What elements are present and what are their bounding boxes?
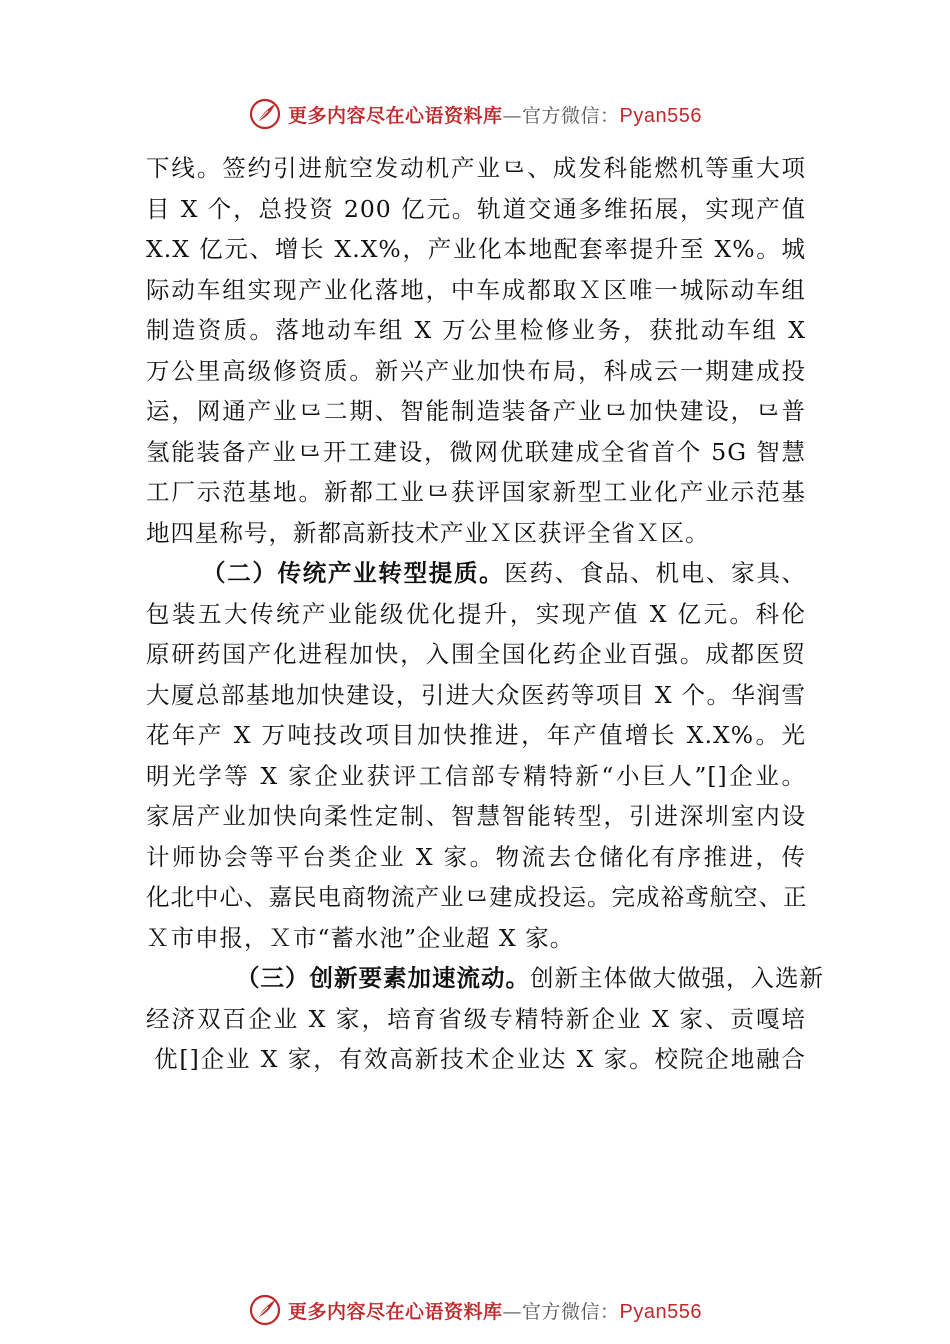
- line-text: 原研药国产化进程加快，入围全国化药企业百强。成都医贸: [146, 640, 806, 668]
- line-text: 家居产业加快向柔性定制、智慧智能转型，引进深圳室内设: [146, 802, 806, 830]
- paragraph-line: [146, 877, 806, 918]
- paragraph-line: [146, 756, 806, 797]
- watermark-wechat-id: Pyan556: [619, 1300, 702, 1323]
- line-text: 医药、食品、机电、家具、: [504, 559, 807, 587]
- line-text: 地四星称号，新都高新技术产业Ｘ区获评全省Ｘ区。: [146, 518, 710, 547]
- line-text: 明光学等 X 家企业获评工信部专精特新“小巨人”[]企业。: [146, 761, 806, 790]
- line-text: 工厂示范基地。新都工业⺋获评国家新型工业化产业示范基: [146, 478, 806, 506]
- line-text: 经济双百企业 X 家，培育省级专精特新企业 X 家、贡嘎培: [146, 1004, 806, 1033]
- paragraph-line: [146, 148, 806, 189]
- paragraph-line: [146, 634, 806, 675]
- paragraph-line: [146, 310, 806, 351]
- line-text: 优[]企业 X 家，有效高新技术企业达 X 家。校院企地融合: [154, 1045, 806, 1073]
- feather-pen-logo-icon: [248, 97, 282, 131]
- line-text: 运，网通产业⺋二期、智能制造装备产业⺋加快建设，⺋普: [146, 397, 806, 425]
- watermark-wechat-label: 官方微信：: [522, 104, 620, 127]
- paragraph-line: [146, 796, 806, 837]
- line-text: 化北中心、嘉民电商物流产业⺋建成投运。完成裕鸢航空、正: [146, 883, 808, 911]
- watermark-wechat-label: 官方微信：: [522, 1300, 620, 1323]
- paragraph-line: [146, 513, 806, 554]
- line-text: 目 X 个，总投资 200 亿元。轨道交通多维拓展，实现产值: [146, 194, 806, 223]
- line-text: 计师协会等平台类企业 X 家。物流去仓储化有序推进，传: [146, 842, 806, 871]
- watermark-dash: —: [502, 104, 523, 127]
- line-text: 大厦总部基地加快建设，引进大众医药等项目 X 个。华润雪: [146, 680, 806, 709]
- paragraph-line: [146, 351, 806, 392]
- paragraph-line: [146, 715, 806, 756]
- watermark-wechat-id: Pyan556: [619, 104, 702, 127]
- watermark-site-name: 更多内容尽在心语资料库: [288, 104, 503, 127]
- watermark-text: [288, 101, 702, 128]
- line-text: 花年产 X 万吨技改项目加快推进，年产值增长 X.X%。光: [146, 721, 806, 749]
- paragraph-line: [146, 391, 806, 432]
- paragraph-line: [146, 432, 806, 473]
- line-text: Ｘ市申报，Ｘ市“蓄水池”企业超 X 家。: [146, 923, 575, 952]
- section-heading: （二）传统产业转型提质。: [202, 559, 505, 587]
- paragraph-line: [146, 189, 806, 230]
- line-text: 包装五大传统产业能级优化提升，实现产值 X 亿元。科伦: [146, 599, 806, 628]
- paragraph-line: [146, 229, 806, 270]
- line-text: 下线。签约引进航空发动机产业⺋、成发科能燃机等重大项: [146, 154, 806, 182]
- paragraph-line: [146, 1039, 806, 1080]
- header-watermark-banner: [0, 94, 950, 134]
- paragraph-line: [146, 837, 806, 878]
- paragraph-line: [146, 675, 806, 716]
- watermark-dash: —: [502, 1300, 523, 1323]
- line-text: 际动车组实现产业化落地，中车成都取Ｘ区唯一城际动车组: [146, 275, 806, 304]
- watermark-text: [288, 1297, 702, 1324]
- watermark-site-name: 更多内容尽在心语资料库: [288, 1300, 503, 1323]
- paragraph-line: [146, 918, 806, 959]
- feather-pen-logo-icon: [248, 1293, 282, 1327]
- paragraph-line: [146, 472, 806, 513]
- paragraph-line: [146, 594, 806, 635]
- footer-watermark-banner: [0, 1290, 950, 1330]
- line-text: 制造资质。落地动车组 X 万公里检修业务，获批动车组 X: [146, 316, 806, 344]
- section-heading-line: [146, 958, 824, 999]
- line-text: 万公里高级修资质。新兴产业加快布局，科成云一期建成投: [146, 356, 806, 385]
- paragraph-line: [146, 999, 806, 1040]
- document-body: [146, 148, 824, 1080]
- paragraph-line: [146, 270, 806, 311]
- section-heading: （三）创新要素加速流动。: [236, 964, 530, 992]
- section-heading-line: [146, 553, 806, 594]
- line-text: 氢能装备产业⺋开工建设，微网优联建成全省首个 5G 智慧: [146, 437, 806, 466]
- line-text: 创新主体做大做强，入选新: [530, 964, 824, 992]
- line-text: X.X 亿元、增长 X.X%，产业化本地配套率提升至 X%。城: [146, 235, 806, 263]
